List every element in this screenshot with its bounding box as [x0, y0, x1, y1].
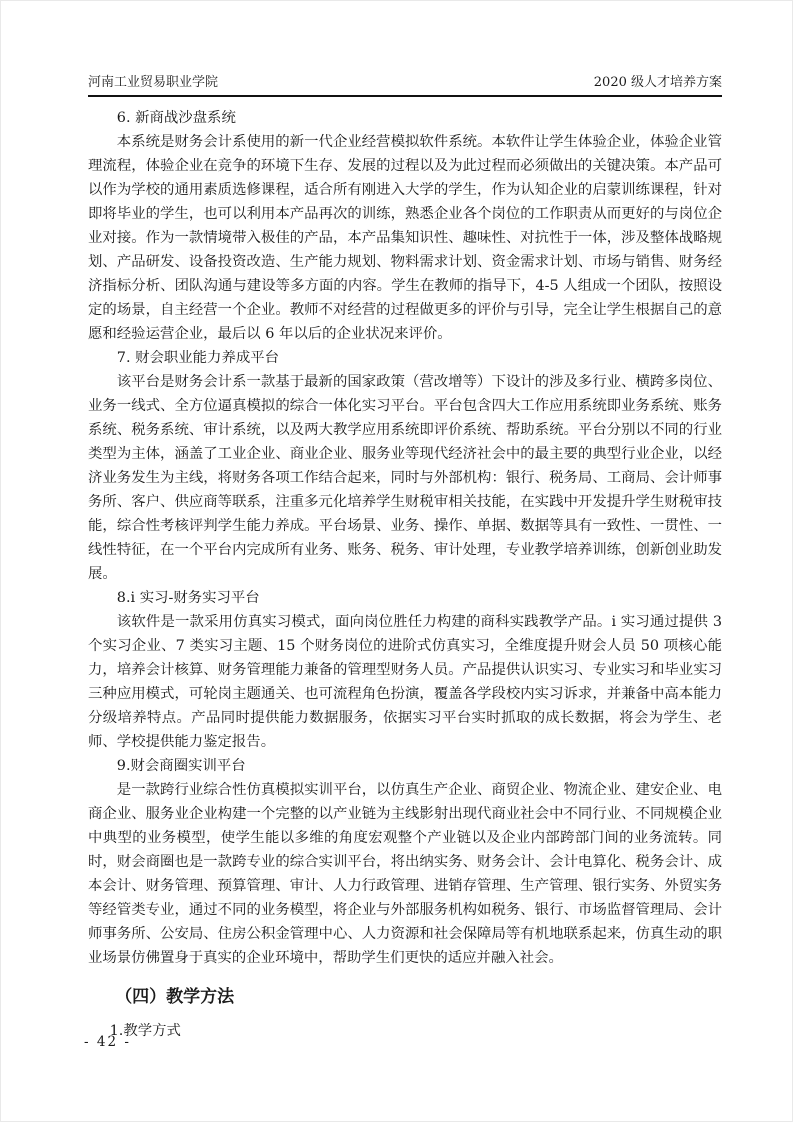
header-document-title: 2020 级人才培养方案 — [593, 75, 722, 90]
page-header — [88, 74, 722, 97]
page-footer — [84, 1034, 131, 1050]
subsection-heading-teaching-methods: （四）教学方法 — [115, 987, 235, 1007]
section-paragraph-finance-business-circle: 是一款跨行业综合性仿真模拟实训平台，以仿真生产企业、商贸企业、物流企业、建安企业、电商企业、服务业企业构建一个完整的以产业链为主线影射出现代商业社会中不同行业、不同规模企业中典型的业务模型，使学生能以多维的角度宏观整个产业链以及企业内部跨部门间的业务流转。同时，财会商圈也是一款跨专业的综合实训平台，将出纳实务、财务会计、会计电算化、税务会计、成本会计、财务管理、预算管理、审计、人力行政管理、进销存管理、生产管理、银行实务、外贸实务等经管类专业，通过不同的业务模型，将企业与外部服务机构如税务、银行、市场监督管理局、会计师事务所、公安局、住房公积金管理中心、人力资源和社会保障局等有机地联系起来，仿真生动的职业场景仿佛置身于真实的企业环境中，帮助学生们更快的适应并融入社会。 — [88, 782, 722, 966]
section-title-business-war-sandbox: 6. 新商战沙盘系统 — [116, 110, 236, 126]
header-school-name: 河南工业贸易职业学院 — [88, 75, 219, 90]
document-body — [88, 106, 722, 1043]
section-title-finance-business-circle: 9.财会商圈实训平台 — [116, 758, 246, 774]
section-title-i-internship-platform: 8.i 实习-财务实习平台 — [116, 590, 260, 606]
page-content-area — [88, 74, 722, 1043]
section-paragraph-i-internship-platform: 该软件是一款采用仿真实习模式，面向岗位胜任力构建的商科实践教学产品。i 实习通过提供 3 个实习企业、7 类实习主题、15 个财务岗位的进阶式仿真实习，全维度提升财会人员 50 项核心能力，培养会计核算、财务管理能力兼备的管理型财务人员。产品提供认识实习、专业实习和毕业实习三种应用模式，可轮岗主题通关、也可流程角色扮演，覆盖各学段校内实习诉求，并兼备中高本能力分级培养特点。产品同时提供能力数据服务，依据实习平台实时抓取的成长数据，将会为学生、老师、学校提供能力鉴定报告。 — [88, 614, 722, 750]
section-paragraph-business-war-sandbox: 本系统是财务会计系使用的新一代企业经营模拟软件系统。本软件让学生体验企业，体验企业管理流程，体验企业在竞争的环境下生存、发展的过程以及为此过程而必须做出的关键决策。本产品可以作为学校的通用素质选修课程，适合所有刚进入大学的学生，作为认知企业的启蒙训练课程，针对即将毕业的学生，也可以利用本产品再次的训练，熟悉企业各个岗位的工作职责从而更好的与岗位企业对接。作为一款情境带入极佳的产品，本产品集知识性、趣味性、对抗性于一体，涉及整体战略规划、产品研发、设备投资改造、生产能力规划、物料需求计划、资金需求计划、市场与销售、财务经济指标分析、团队沟通与建设等多方面的内容。学生在教师的指导下，4-5 人组成一个团队，按照设定的场景，自主经营一个企业。教师不对经营的过程做更多的评价与引导，完全让学生根据自己的意愿和经验运营企业，最后以 6 年以后的企业状况来评价。 — [88, 134, 722, 342]
page-number: - 42 - — [84, 1034, 131, 1050]
list-item-teaching-mode: 1.教学方式 — [109, 1023, 181, 1039]
section-paragraph-finance-career-platform: 该平台是财务会计系一款基于最新的国家政策（营改增等）下设计的涉及多行业、横跨多岗位、业务一线式、全方位逼真模拟的综合一体化实习平台。平台包含四大工作应用系统即业务系统、账务系统、税务系统、审计系统，以及两大教学应用系统即评价系统、帮助系统。平台分别以不同的行业类型为主体，涵盖了工业企业、商业企业、服务业等现代经济社会中的最主要的典型行业企业，以经济业务发生为主线，将财务各项工作结合起来，同时与外部机构：银行、税务局、工商局、会计师事务所、客户、供应商等联系，注重多元化培养学生财税审相关技能，在实践中开发提升学生财税审技能，综合性考核评判学生能力养成。平台场景、业务、操作、单据、数据等具有一致性、一贯性、一线性特征，在一个平台内完成所有业务、账务、税务、审计处理，专业教学培养训练，创新创业助发展。 — [88, 374, 722, 582]
section-title-finance-career-platform: 7. 财会职业能力养成平台 — [116, 350, 280, 366]
